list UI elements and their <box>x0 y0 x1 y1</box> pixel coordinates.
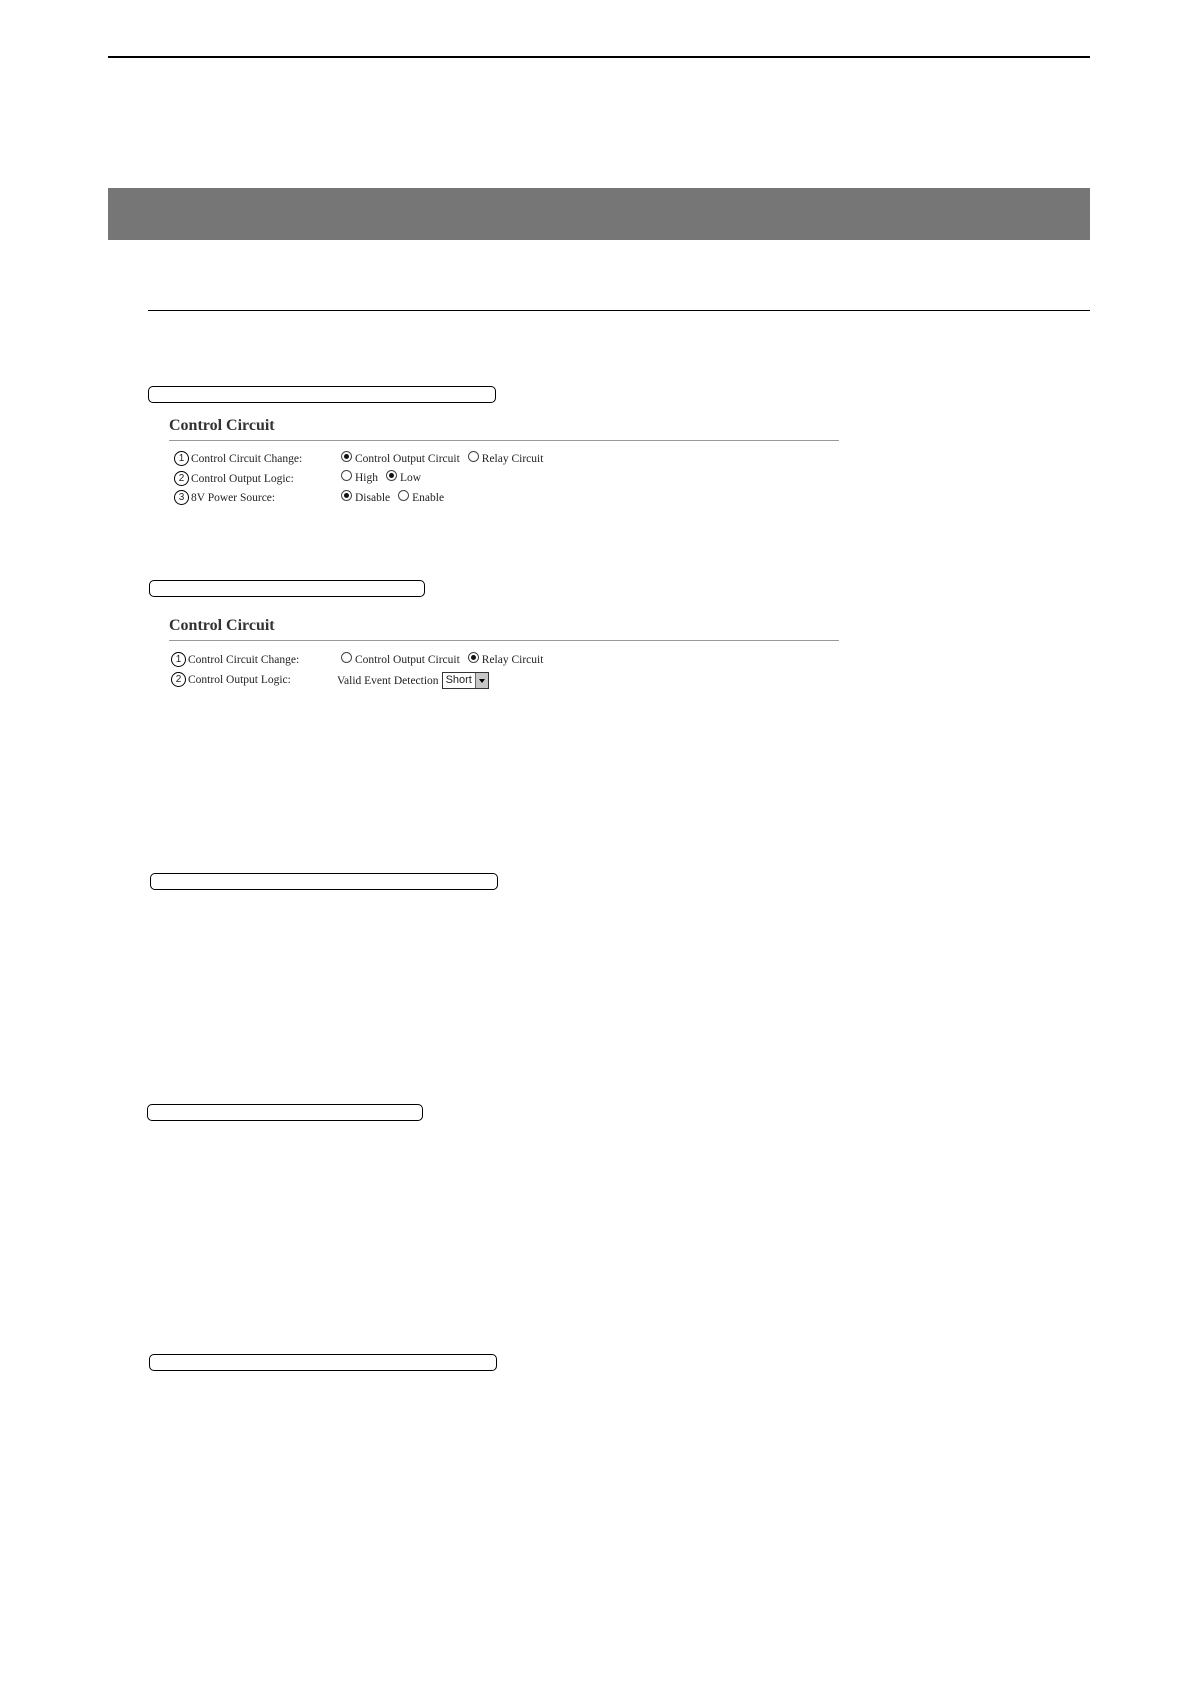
circled-number-1: 1 <box>171 652 186 667</box>
panel2-rule <box>169 640 839 641</box>
section-header-bar <box>108 188 1090 240</box>
subsection-rule <box>148 310 1090 311</box>
panel2-row2-label: 2 Control Output Logic: <box>171 672 291 687</box>
panel1-row3-label: 3 8V Power Source: <box>174 490 275 505</box>
caption-box-3 <box>150 873 498 890</box>
radio-control-output-circuit[interactable] <box>341 652 352 663</box>
panel1-row2-label: 2 Control Output Logic: <box>174 471 294 486</box>
panel2-row1-options: Control Output Circuit Relay Circuit <box>339 654 549 666</box>
chevron-down-icon[interactable] <box>475 673 488 688</box>
panel1-title: Control Circuit <box>169 417 275 434</box>
radio-relay-circuit[interactable] <box>468 451 479 462</box>
panel1-row1-label: 1 Control Circuit Change: <box>174 451 302 466</box>
circled-number-2: 2 <box>174 471 189 486</box>
radio-relay-circuit[interactable] <box>468 652 479 663</box>
valid-event-detection-select[interactable]: Short <box>442 672 489 689</box>
radio-high[interactable] <box>341 470 352 481</box>
radio-disable[interactable] <box>341 490 352 501</box>
top-rule <box>108 56 1090 58</box>
panel2-title: Control Circuit <box>169 617 275 634</box>
circled-number-3: 3 <box>174 490 189 505</box>
panel1-row1-options: Control Output Circuit Relay Circuit <box>339 453 549 465</box>
panel2-row1-label: 1 Control Circuit Change: <box>171 652 299 667</box>
caption-box-1 <box>148 386 496 403</box>
panel2-row2-options <box>337 672 489 689</box>
caption-box-2 <box>149 580 425 597</box>
caption-box-5 <box>149 1354 497 1371</box>
panel1-row2-options: High Low <box>339 472 427 484</box>
radio-low[interactable] <box>386 470 397 481</box>
panel1-row3-options: Disable Enable <box>339 492 450 504</box>
circled-number-2: 2 <box>171 672 186 687</box>
valid-event-detection-label: Valid Event Detection <box>337 674 439 687</box>
radio-enable[interactable] <box>398 490 409 501</box>
caption-box-4 <box>147 1104 423 1121</box>
radio-control-output-circuit[interactable] <box>341 451 352 462</box>
panel1-rule <box>169 440 839 441</box>
circled-number-1: 1 <box>174 451 189 466</box>
